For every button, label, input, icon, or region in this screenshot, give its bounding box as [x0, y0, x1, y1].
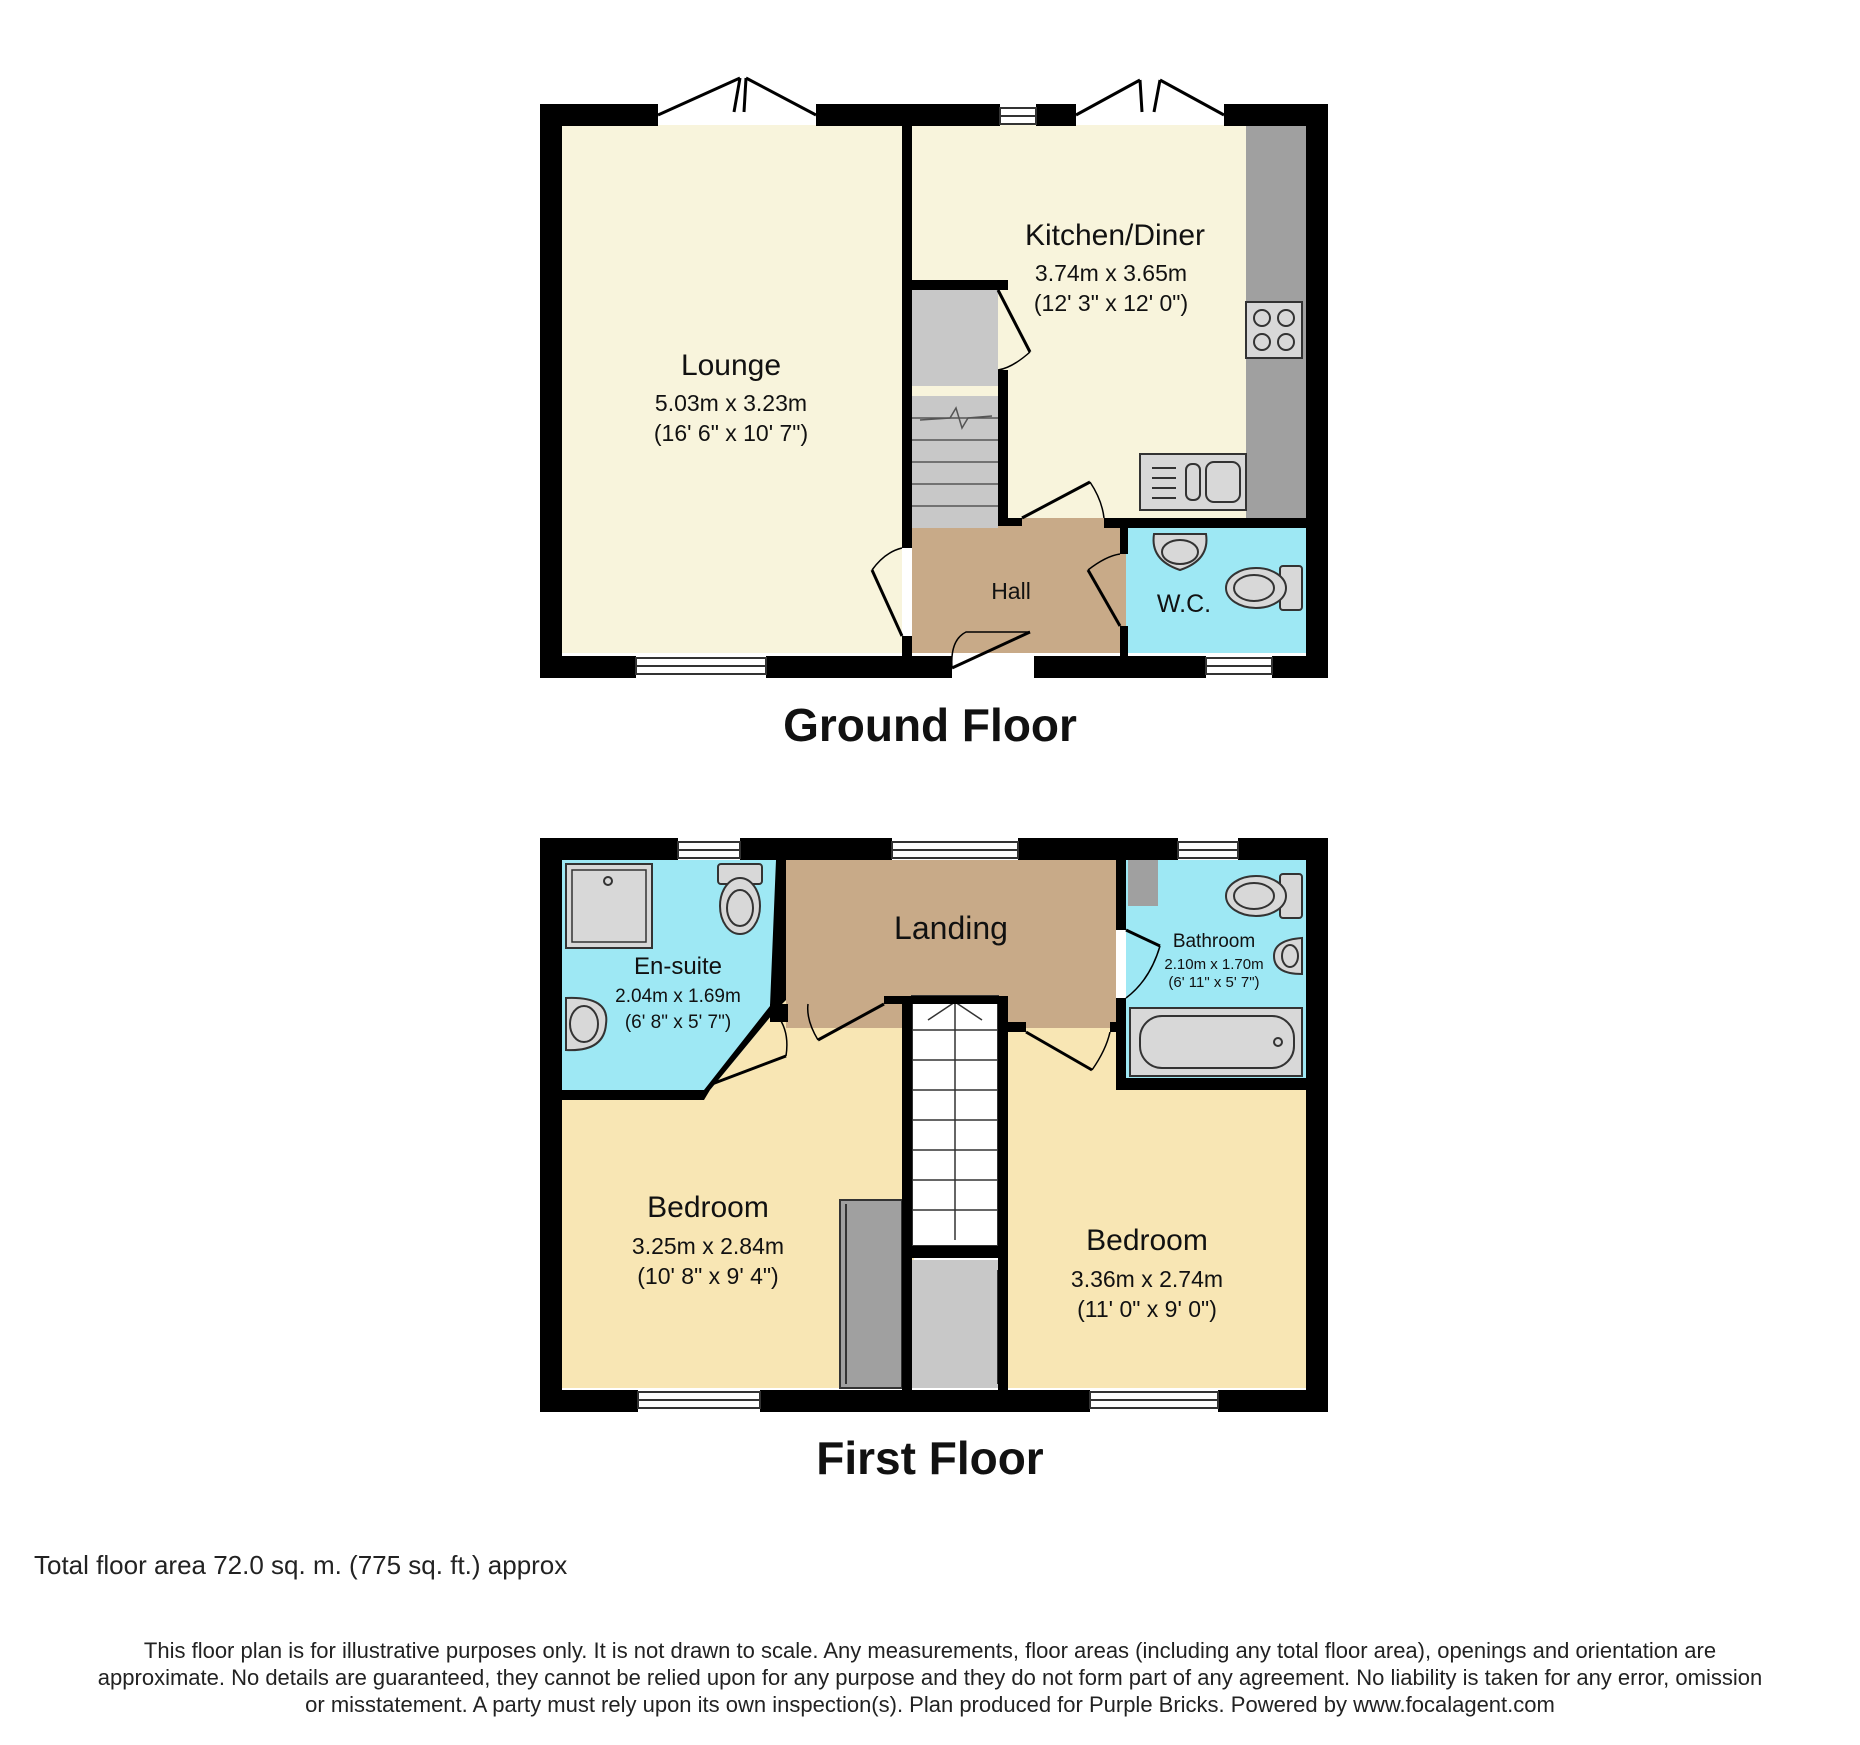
understairs-cupboard — [912, 290, 998, 386]
bathroom-imperial: (6' 11" x 5' 7") — [1168, 974, 1260, 991]
hob-icon — [1246, 302, 1302, 358]
bathroom-cupboard — [1128, 860, 1158, 906]
ensuite-imperial: (6' 8" x 5' 7") — [624, 1012, 732, 1033]
wc-name: W.C. — [1156, 590, 1212, 618]
bathroom-metric: 2.10m x 1.70m — [1164, 956, 1264, 973]
landing-name: Landing — [894, 910, 1008, 946]
ground-floor-title: Ground Floor — [783, 699, 1077, 751]
shower-tray-icon — [566, 864, 652, 948]
wardrobe-right — [912, 1260, 1002, 1388]
hall-name: Hall — [991, 578, 1031, 604]
kitchen-name: Kitchen/Diner — [1024, 219, 1206, 252]
bedroom-right-imperial: (11' 0" x 9' 0") — [1077, 1296, 1217, 1322]
bedroom-left-name: Bedroom — [647, 1191, 769, 1224]
first-floor-plan — [540, 838, 1328, 1412]
first-floor-title: First Floor — [816, 1432, 1044, 1484]
bathroom-name: Bathroom — [1172, 931, 1256, 952]
lounge-imperial: (16' 6" x 10' 7") — [653, 420, 809, 446]
disclaimer-line: approximate. No details are guaranteed, they cannot be relied upon for any purpose and they do not form part of any agreement. No liability is taken for any error, omission — [97, 1665, 1763, 1690]
bedroom-left-metric: 3.25m x 2.84m — [631, 1233, 785, 1259]
ensuite-toilet-icon — [718, 864, 762, 934]
wardrobe-left — [840, 1200, 902, 1388]
lounge-floor — [560, 125, 902, 653]
bedroom-right-metric: 3.36m x 2.74m — [1070, 1266, 1224, 1292]
disclaimer — [30, 1637, 1830, 1718]
ensuite-metric: 2.04m x 1.69m — [615, 986, 741, 1007]
kitchen-imperial: (12' 3" x 12' 0") — [1033, 290, 1189, 316]
lounge-metric: 5.03m x 3.23m — [654, 390, 808, 416]
sink-icon — [1140, 454, 1246, 510]
total-floor-area: Total floor area 72.0 sq. m. (775 sq. ft.) approx — [34, 1550, 568, 1580]
bedroom-right-name: Bedroom — [1086, 1224, 1208, 1257]
wc-toilet-icon — [1226, 566, 1302, 610]
bedroom-left-imperial: (10' 8" x 9' 4") — [637, 1263, 779, 1289]
bath-icon — [1130, 1008, 1302, 1076]
disclaimer-line: or misstatement. A party must rely upon its own inspection(s). Plan produced for Purple Bricks. Powered by www.focalagent.com — [305, 1692, 1555, 1717]
ground-floor-plan — [540, 78, 1328, 678]
bathroom-toilet-icon — [1226, 874, 1302, 918]
lounge-name: Lounge — [680, 349, 782, 382]
disclaimer-line: This floor plan is for illustrative purposes only. It is not drawn to scale. Any measurements, floor areas (including any total floor area), openings and orientation are — [143, 1638, 1717, 1663]
bedroom-right-floor-upper — [1002, 1028, 1120, 1088]
kitchen-metric: 3.74m x 3.65m — [1034, 260, 1188, 286]
ensuite-name: En-suite — [633, 953, 723, 980]
